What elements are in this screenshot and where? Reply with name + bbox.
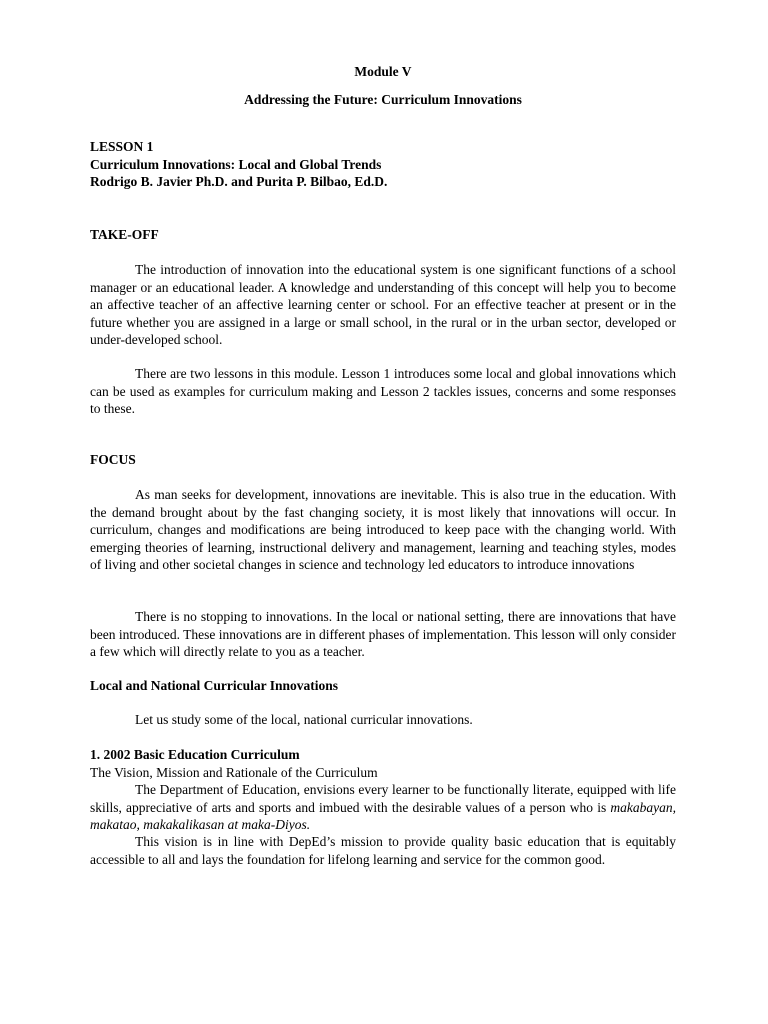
focus-heading: FOCUS xyxy=(90,452,136,467)
takeoff-paragraph-2: There are two lessons in this module. Lesson 1 introduces some local and global innovations which can be used as examples for curriculum making and Lesson 2 tackles issues, concerns and some responses to these. xyxy=(90,366,676,416)
lesson-title: Curriculum Innovations: Local and Global Trends xyxy=(90,156,382,172)
module-title: Module V xyxy=(354,64,412,79)
focus-paragraph-2: There is no stopping to innovations. In the local or national setting, there are innovations that have been introduced. These innovations are in different phases of implementation. This lesson will only consider a few which will directly relate to you as a teacher. xyxy=(90,609,676,659)
focus-paragraph-1: As man seeks for development, innovations are inevitable. This is also true in the education. With the demand brought about by the fast changing society, it is most likely that innovations will occur. In curriculum, changes and modifications are being introduced to keep pace with the changing world. With emerging theories of learning, instructional delivery and management, learning and teaching styles, modes of living and other societal changes in science and technology led educators to introduce innovations xyxy=(90,487,676,572)
lesson-number: LESSON 1 xyxy=(90,139,154,154)
bec-paragraph-1-italic: makabayan, makatao, makakalikasan at maka-Diyos. xyxy=(90,799,676,832)
bec-paragraph-1-text: The Department of Education, envisions every learner to be functionally literate, equipped with life skills, appreciative of arts and sports and imbued with the desirable values of a person who is xyxy=(90,782,676,815)
module-subtitle: Addressing the Future: Curriculum Innovations xyxy=(244,92,522,107)
takeoff-heading: TAKE-OFF xyxy=(90,227,159,242)
local-innovations-heading: Local and National Curricular Innovations xyxy=(90,678,339,693)
lesson-header xyxy=(90,138,676,191)
bec-heading: 1. 2002 Basic Education Curriculum xyxy=(90,747,300,762)
bec-paragraph-1 xyxy=(90,781,676,834)
bec-subheading: The Vision, Mission and Rationale of the Curriculum xyxy=(90,765,378,780)
lesson-authors: Rodrigo B. Javier Ph.D. and Purita P. Bilbao, Ed.D. xyxy=(90,174,388,189)
takeoff-paragraph-1: The introduction of innovation into the educational system is one significant functions of a school manager or an educational leader. A knowledge and understanding of this concept will help you to become an affective teacher of an affective learning center or school. For an effective teacher at present or in the future whether you are assigned in a large or small school, in the rural or in the urban sector, developed or under-developed school. xyxy=(90,262,676,347)
local-innovations-intro: Let us study some of the local, national curricular innovations. xyxy=(135,712,473,727)
bec-paragraph-2: This vision is in line with DepEd’s mission to provide quality basic education that is equitably accessible to all and lays the foundation for lifelong learning and service for the common good. xyxy=(90,834,676,867)
